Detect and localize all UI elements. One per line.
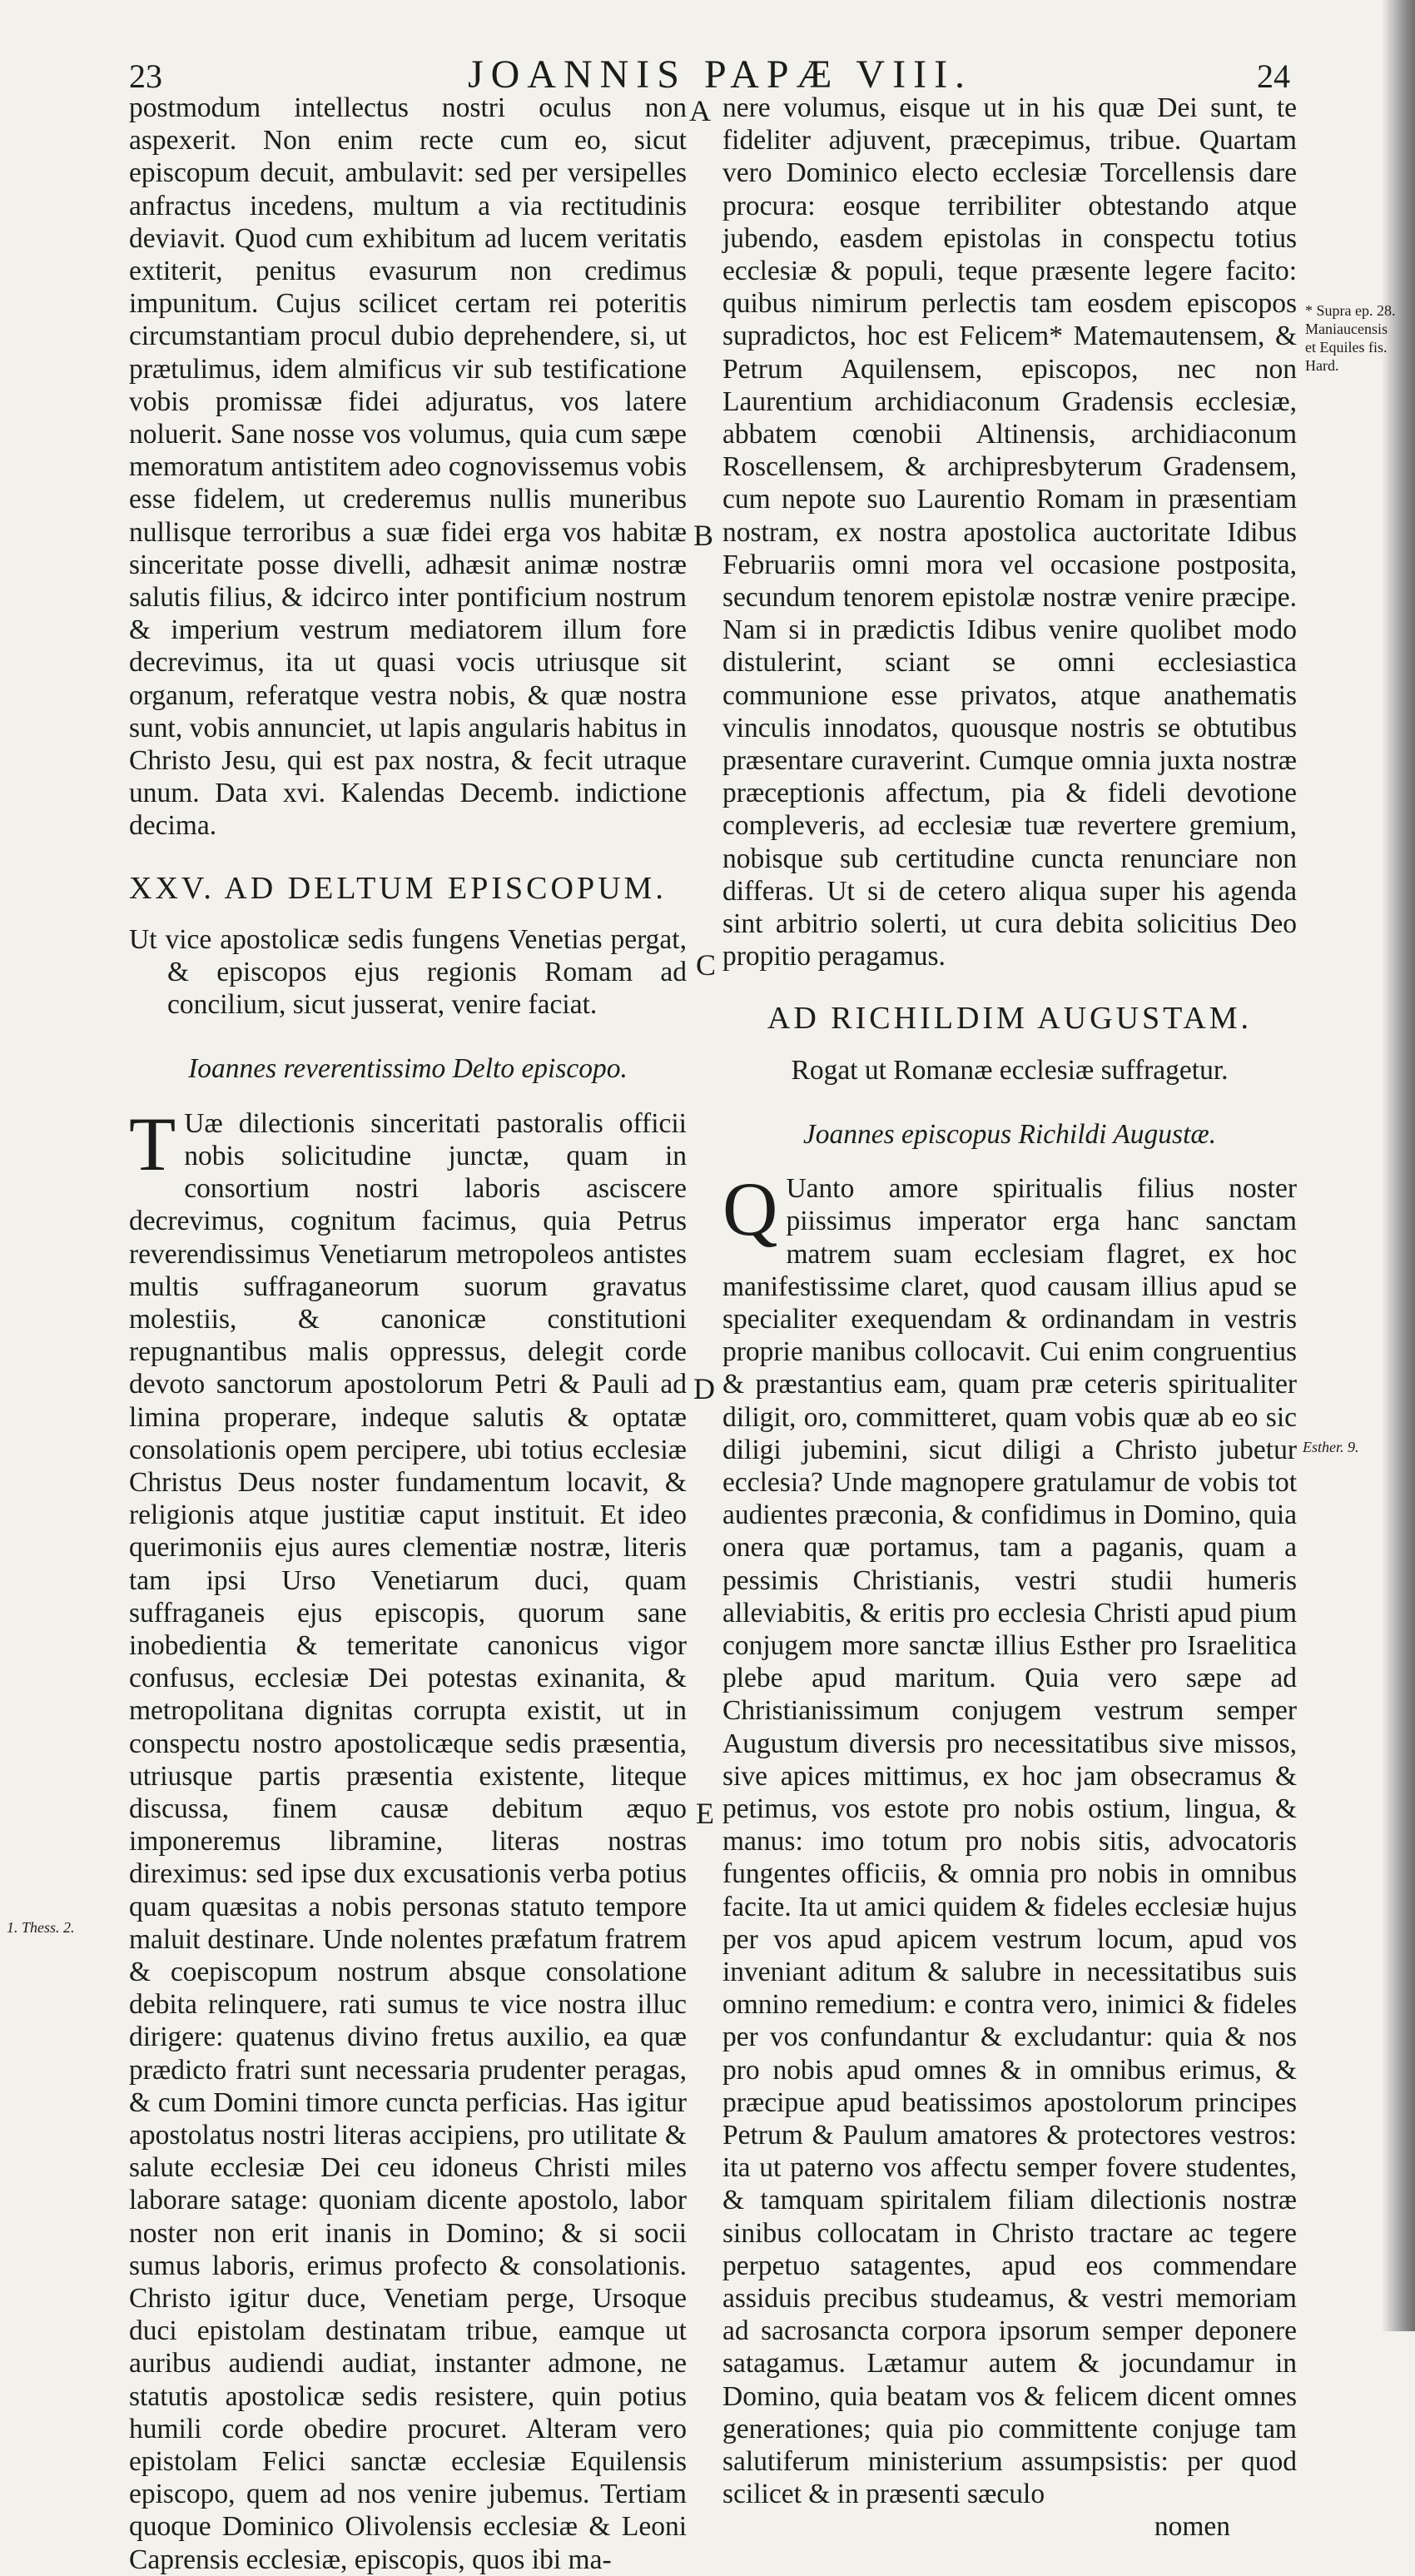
right-continuation-text: nere volumus, eisque ut in his quæ Dei sunt, te fideliter adjuvent, præcepimus, tribue. Quartam vero Dominico electo ecclesiæ Torcellensis dare procura: eosque terribiliter obtestando atque jubendo, easdem epistolas in conspectu totius ecclesiæ & populi, teque præsente legere facito: quibus nimirum perlectis tam eosdem episcopos supradictos, hoc est Felicem* Matemautensem, & Petrum Aquilensem, episcopos, nec non Laurentium archidiaconum Gradensis ecclesiæ, abbatem cœnobii Altinensis, archidiaconum Roscellensem, & archipresbyterum Gradensem, cum nepote suo Laurentio Romam in præsentiam nostram, ex nostra apostolica auctoritate Idibus Februariis omni mora vel occasione postposita, secundum tenorem epistolæ nostræ venire præcipe. Nam si in prædictis Idibus venire quolibet modo distulerint, sciant se omni ecclesiastica communione esse privatos, atque anathematis vinculis innodatos, quousque nostris se obtutibus præsentare curaverint. Cumque omnia juxta nostræ præceptionis affectum, pia & fideli devotione compleveris, ad ecclesiæ tuæ revertere gremium, nobisque sub certitudine cuncta renunciare non differas. Ut si de cetero aliqua super his agenda sint arbitrio solerti, ut cura debita solicitius Deo propitio peragamus. [722,92,1297,972]
drop-cap-t: T [129,1101,176,1186]
running-title: JOANNIS PAPÆ VIII. [467,52,973,97]
margin-marker-b: B [693,519,714,552]
salutation-richildim: Joannes episcopus Richildi Augustæ. [802,1118,1217,1150]
drop-cap-q: Q [722,1166,778,1252]
letter-heading-deltum: XXV. AD DELTUM EPISCOPUM. [129,870,667,906]
letter-body-deltum-text: Uæ dilectionis sinceritati pastoralis officii nobis solicitudine junctæ, quam in consortium nostri laboris asciscere decrevimus, cognitum facimus, quia Petrus reverendissimus Venetiarum metropoleos antistes multis suffraganeorum suorum gravatus molestiis, & canonicæ constitutioni repugnantibus malis oppressus, delegit corde devoto sanctorum apostolorum Petri & Pauli ad limina properare, indeque salutis & optatæ consolationis opem percipere, ubi totius ecclesiæ Christus Deus noster fundamentum locavit, & religionis atque justitiæ caput instituit. Et ideo querimoniis ejus aures clementiæ nostræ, literis tam ipsi Urso Venetiarum duci, quam suffraganeis ejus episcopis, quorum sane inobedientia & temeritate canonicus vigor confusus, ecclesiæ Dei potestas exinanita, & metropolitana dignitas corrupta existit, ut in conspectu nostro apostolicæque sedis præsentia, utriusque partis præsentia existente, liteque discussa, finem causæ debitum æquo imponeremus libramine, literas nostras direximus: sed ipse dux excusationis verba potius quam quæsitas a nobis personas statuto tempore maluit destinare. Unde nolentes præfatum fratrem & coepiscopum nostrum absque consolatione debita relinquere, rati sumus te vice nostra illuc dirigere: quatenus divino fretus auxilio, ea quæ prædicto fratri sunt necessaria prudenter peragas, & cum Domini timore cuncta perficias. Has igitur apostolatus nostri literas accipiens, pro utilitate & salute ecclesiæ Dei ceu idoneus Christi miles laborare satage: quoniam dicente apostolo, labor noster non erit inanis in Domino; & si socii sumus laboris, erimus profecto & consolationis. Christo igitur duce, Venetiam perge, Ursoque duci epistolam destinatam tribue, eamque ut auribus audiendi audiat, instanter admone, ne statutis apostolicæ sedis resistere, quin potius humili corde obedire procuret. Alteram vero epistolam Felici sanctæ ecclesiæ Equilensis episcopo, quem ad nos venire jubemus. Tertiam quoque Dominico Olivolensis ecclesiæ & Leoni Caprensis ecclesiæ, episcopis, quos ibi ma- [129,1107,687,2575]
margin-note-esther: Esther. 9. [1303,1439,1359,1455]
margin-marker-e: E [696,1797,714,1830]
catchword: nomen [1154,2511,1230,2543]
letter-summary-deltum: Ut vice apostolicæ sedis fungens Venetias pergat, & episcopos ejus regionis Romam ad concilium, sicut jusserat, venire faciat. [129,923,687,1021]
margin-marker-c: C [696,948,717,982]
margin-note-supra: * Supra ep. 28. Maniaucensis et Equiles fis. Hard. [1305,302,1396,374]
letter-body-richildim-text: Uanto amore spiritualis filius noster piissimus imperator erga hanc sanctam matrem suam ecclesiam flagret, ex hoc manifestissime claret, quod causam illius apud se specialiter exequendam & ordinandam in vestris proprie manibus collocavit. Cui enim congruentius & præstantius eam, quam præ ceteris spiritualiter diligit, oro, committeret, quam vobis quæ ab eo sic diligi jubemini, sicut diligi a Christo jubetur ecclesia? Unde magnopere gratulamur de vobis tot audientes præconia, & confidimus in Domino, quia onera quæ portamus, tam a paganis, quam a pessimis Christianis, vestri studii humeris alleviabitis, & eritis pro ecclesia Christi apud pium conjugem more sanctæ illius Esther pro Israelitica plebe apud maritum. Quia vero sæpe ad Christianissimum conjugem vestrum semper Augustum diversis pro necessitatibus sive missos, sive apices mittimus, ex hoc jam obsecramus & petimus, vos estote pro nobis ostium, lingua, & manus: imo totum pro nobis sitis, advocatoris fungentes officiis, & omnia pro nobis in omnibus facite. Ita ut amici quidem & fideles ecclesiæ hujus per vos apud apicem vestrum locum, apud vos inveniant aditum & salubre in necessitatibus suis omnino remedium: e contra vero, inimici & fideles per vos confundantur & excludantur: quia & nos pro nobis apud omnes & in omnibus erimus, & præcipue apud beatissimos apostolorum principes Petrum & Paulum amatores & protectores vestros: ita ut paterno vos affectu semper fovere studentes, & tamquam spiritalem filiam dilectionis nostræ sinibus collocatam in Christo tractare ac tegere perpetuo satagentes, apud eos commendare assiduis precibus studeamus, & vestri memoriam ad sacrosancta corpora ipsorum semper deponere satagamus. Lætamur autem & jocundamur in Domino, quia beatam vos & felicem dicent omnes generationes; quia pio committente conjuge tam salutiferum ministerium assumpsistis: per quod scilicet & in præsenti sæculo [722,1173,1297,2510]
right-column [722,92,1297,2544]
margin-marker-d: D [693,1372,715,1405]
page-number-right: 24 [1257,57,1290,95]
letter-body-richildim [722,1166,1297,2510]
page-number-left: 23 [129,57,162,95]
margin-marker-a: A [689,94,711,127]
letter-body-deltum [129,1101,687,2576]
margin-note-thess: 1. Thess. 2. [7,1919,75,1936]
letter-summary-richildim: Rogat ut Romanæ ecclesiæ suffragetur. [791,1054,1229,1086]
left-continuation-text: postmodum intellectus nostri oculus non aspexerit. Non enim recte cum eo, sicut episcopum decuit, ambulavit: sed per versipelles anfractus incedens, multum a via rectitudinis deviavit. Quod cum exhibitum ad lucem veritatis extiterit, penitus evasurum non credimus impunitum. Cujus scilicet certam rei poteritis circumstantiam procul dubio deprehendere, si, ut prætulimus, idem almificus vir sub testificatione vobis promissæ fidei adjuratus, vos latere noluerit. Sane nosse vos volumus, quia cum sæpe memoratum antistitem adeo cognovissemus vobis esse fidelem, ut crederemus nullis muneribus nullisque terroribus a suæ fidei erga vos habitæ sinceritate posse divelli, adhæsit animæ nostræ salutis filius, & idcirco inter pontificium nostrum & imperium vestrum mediatorem illum fore decrevimus, ita ut quasi vocis utriusque sit organum, referatque vestra nobis, & quæ nostra sunt, vobis annunciet, ut lapis angularis habitus in Christo Jesu, qui est pax nostra, & fecit utraque unum. Data xvi. Kalendas Decemb. indictione decima. [129,92,687,842]
left-column [129,92,687,2576]
letter-heading-richildim: AD RICHILDIM AUGUSTAM. [767,1001,1253,1037]
salutation-deltum: Ioannes reverentissimo Delto episcopo. [188,1053,628,1085]
